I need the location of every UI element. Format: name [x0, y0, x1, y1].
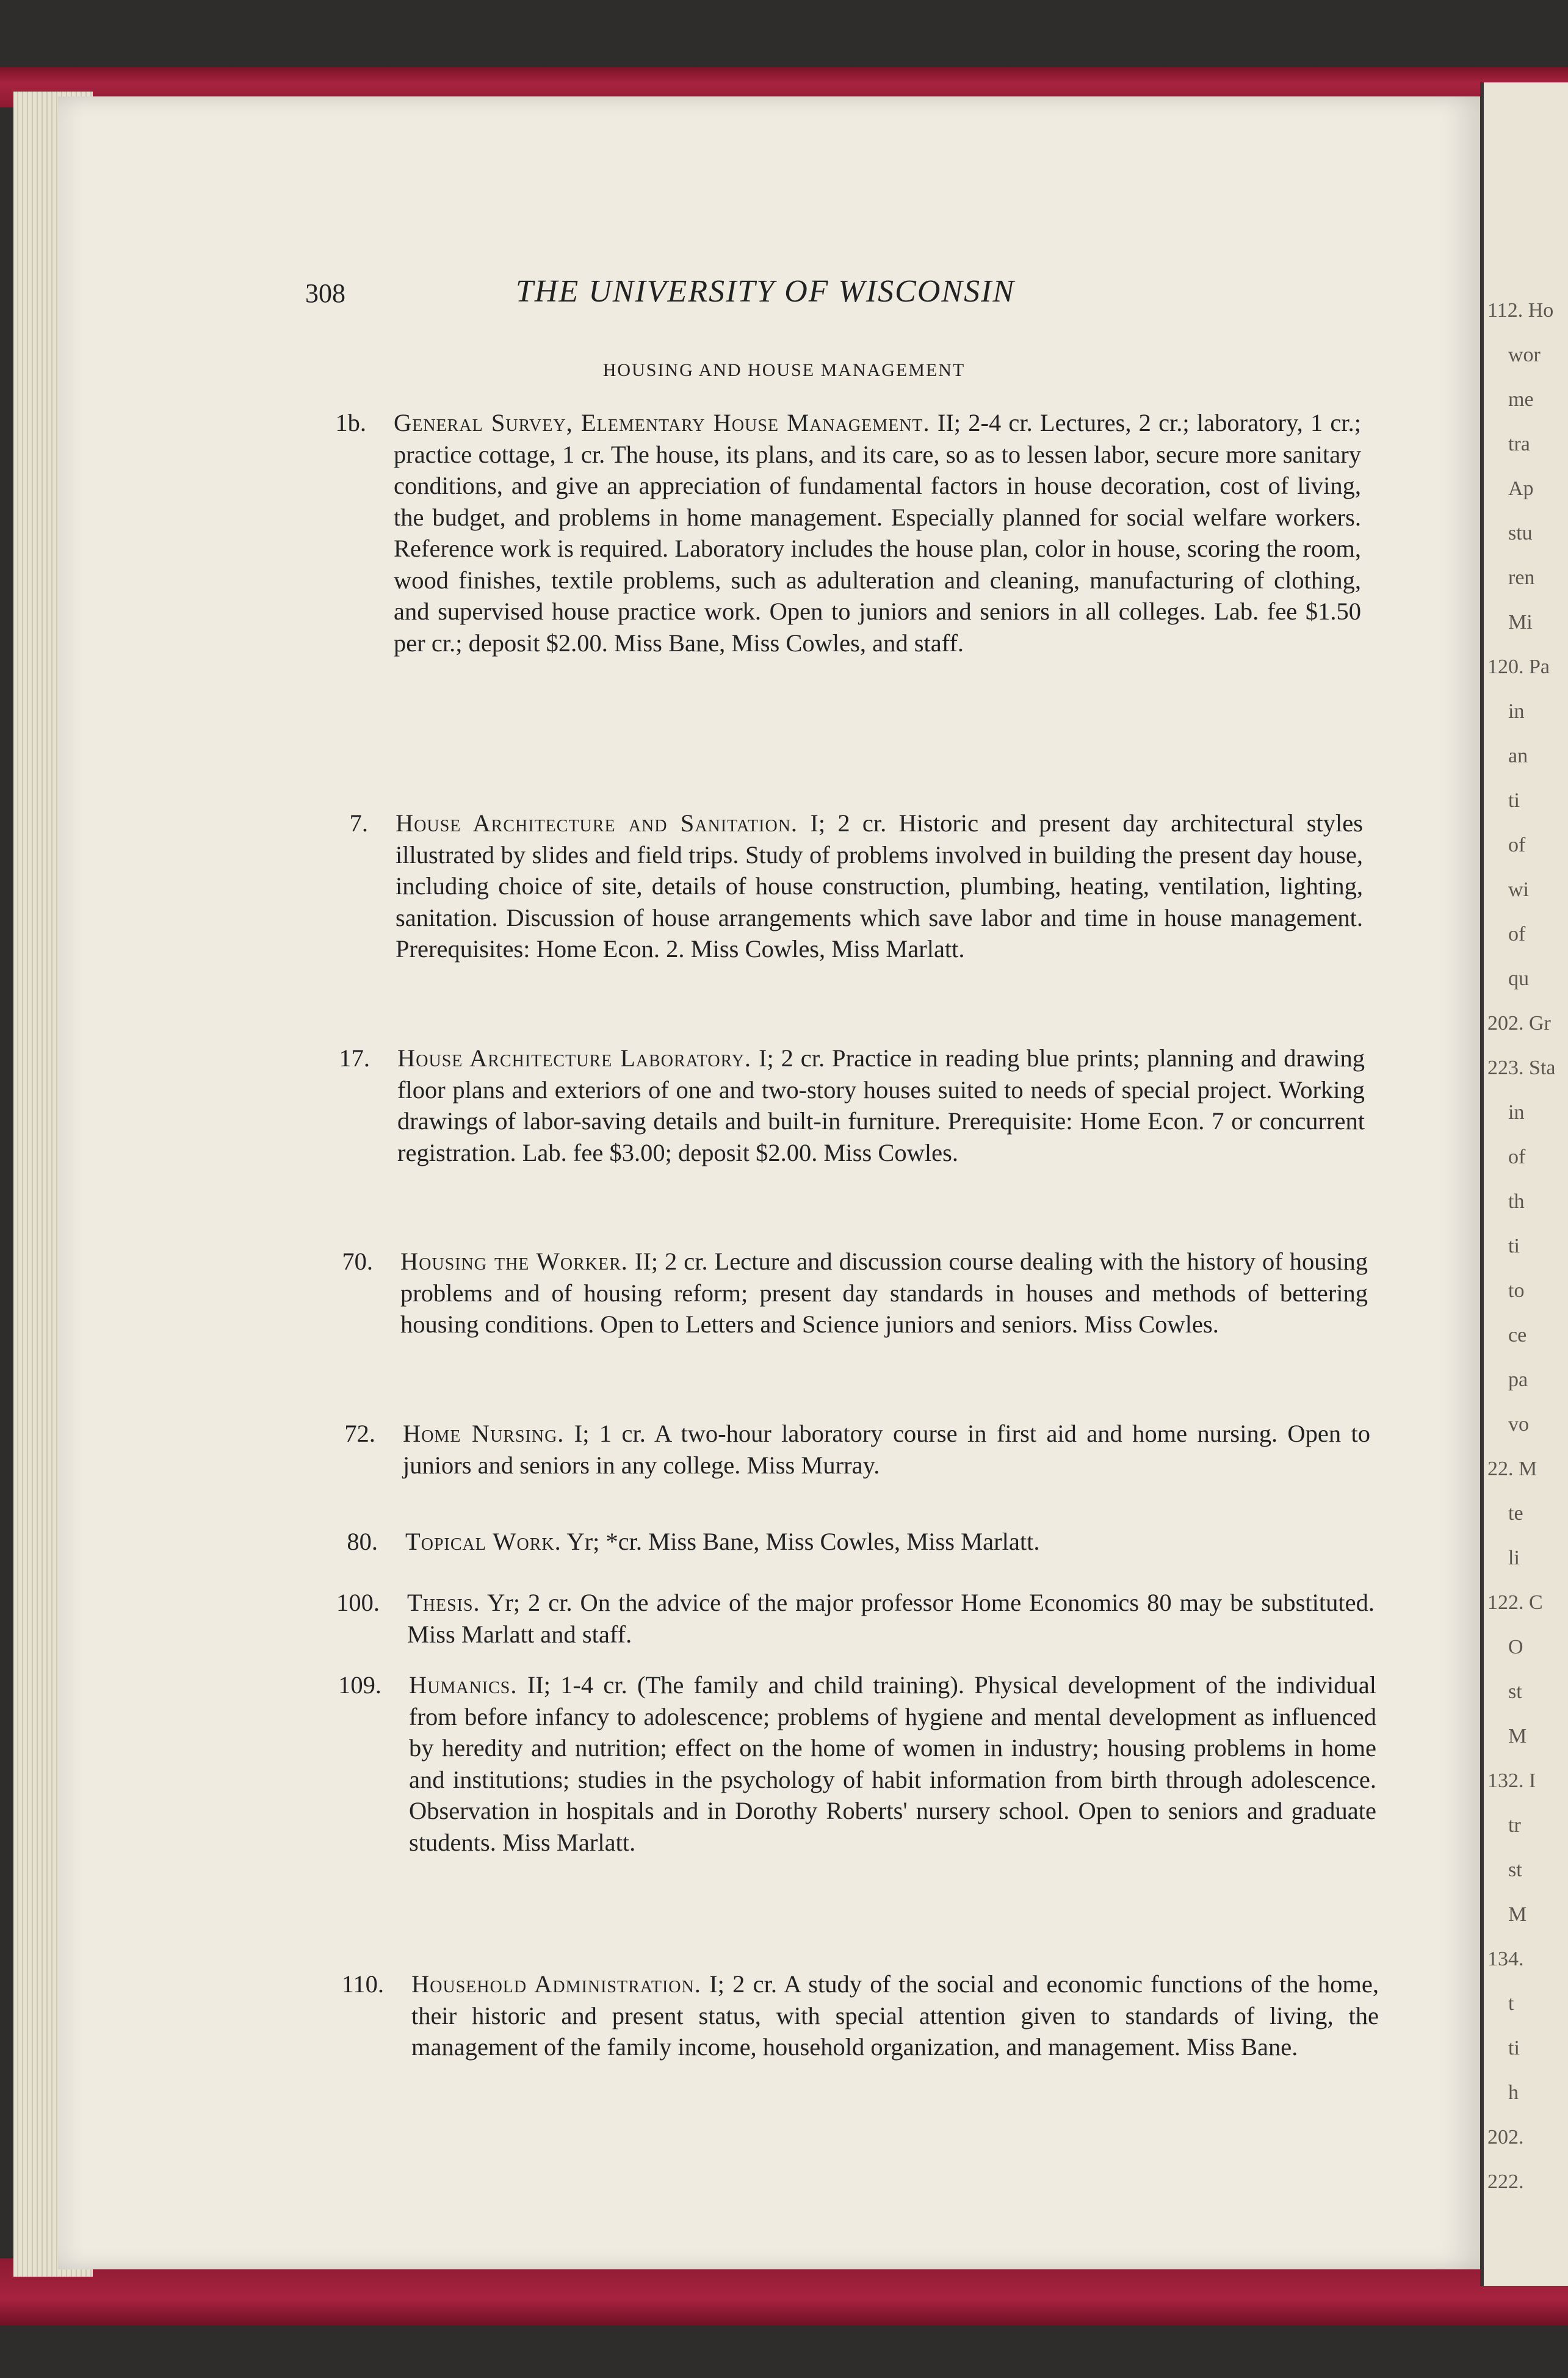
- course-number: 110.: [341, 1970, 384, 1998]
- course-entry: [338, 1669, 1376, 1858]
- facing-page-text-fragment: Mi: [1508, 611, 1533, 634]
- facing-page-text-fragment: M: [1508, 1903, 1527, 1926]
- course-entry: [341, 1968, 1379, 2063]
- course-number: 7.: [349, 809, 368, 837]
- course-title: House Architecture and Sanitation.: [396, 809, 798, 837]
- facing-page-text-fragment: ren: [1508, 566, 1535, 589]
- page-number: 308: [305, 278, 345, 308]
- course-title: Household Administration.: [411, 1970, 701, 1998]
- facing-page-text-fragment: 122. C: [1487, 1591, 1543, 1614]
- course-number: 72.: [344, 1420, 375, 1447]
- course-entry: [339, 1043, 1365, 1168]
- facing-page-text-fragment: ti: [1508, 789, 1520, 812]
- course-title: Topical Work.: [405, 1528, 562, 1555]
- facing-page-text-fragment: of: [1508, 1146, 1526, 1168]
- facing-page-text-fragment: st: [1508, 1859, 1522, 1881]
- course-entry: [335, 407, 1361, 659]
- facing-page-text-fragment: 132. I: [1487, 1769, 1536, 1792]
- course-description: Yr; 2 cr. On the advice of the major professor Home Economics 80 may be substituted. Miss Marlatt and staff.: [407, 1589, 1375, 1648]
- course-number: 80.: [347, 1528, 378, 1555]
- course-title: Home Nursing.: [403, 1420, 565, 1447]
- course-entry: [347, 1526, 1373, 1558]
- facing-page-text-fragment: tr: [1508, 1814, 1521, 1837]
- course-title: House Architecture Laboratory.: [397, 1044, 752, 1072]
- facing-page-text-fragment: qu: [1508, 967, 1529, 990]
- course-title: Humanics.: [409, 1671, 518, 1699]
- course-title: Thesis.: [407, 1589, 480, 1616]
- facing-page-text-fragment: 22. M: [1487, 1458, 1537, 1480]
- course-number: 109.: [338, 1671, 381, 1699]
- facing-page-text-fragment: ti: [1508, 2037, 1520, 2059]
- facing-page-text-fragment: stu: [1508, 522, 1533, 544]
- course-title: Housing the Worker.: [400, 1248, 628, 1275]
- course-entry: [336, 1587, 1375, 1650]
- course-description: II; 2-4 cr. Lectures, 2 cr.; laboratory, 1 cr.; practice cottage, 1 cr. The house, its plans, and its care, so as to lessen labor, secure more sanitary conditions, and give an appreciation of fundamental factors in house decoration, cost of living, the budget, and problems in home management. Especially planned for social welfare workers. Reference work is required. Laboratory includes the house plan, color in house, scoring the room, wood finishes, textile problems, such as adulteration and cleaning, manufacturing of clothing, and supervised house practice work. Open to juniors and seniors in all colleges. Lab. fee $1.50 per cr.; deposit $2.00. Miss Bane, Miss Cowles, and staff.: [394, 409, 1361, 657]
- facing-page-text-fragment: M: [1508, 1725, 1527, 1747]
- facing-page-text-fragment: te: [1508, 1502, 1523, 1525]
- course-entry: [344, 1418, 1371, 1481]
- facing-page-text-fragment: tra: [1508, 433, 1530, 455]
- facing-page-text-fragment: 202. Gr: [1487, 1012, 1551, 1035]
- facing-page-edge: [1480, 82, 1568, 2286]
- course-description: I; 2 cr. A study of the social and economic functions of the home, their historic and present status, with special attention given to standards of living, the management of the family income, household organization, and management. Miss Bane.: [411, 1970, 1379, 2061]
- course-number: 17.: [339, 1044, 370, 1072]
- course-description: I; 2 cr. Practice in reading blue prints; planning and drawing floor plans and exteriors of one and two-story houses suited to needs of special project. Working drawings of labor-saving details and built-in furniture. Prerequisite: Home Econ. 7 or concurrent registration. Lab. fee $3.00; deposit $2.00. Miss Cowles.: [397, 1044, 1365, 1166]
- facing-page-text-fragment: vo: [1508, 1413, 1529, 1436]
- course-description: I; 2 cr. Historic and present day architectural styles illustrated by slides and field trips. Study of problems involved in building the present day house, including choice of site, details of house construction, plumbing, heating, ventilation, lighting, sanitation. Discussion of house arrangements which save labor and time in house management. Prerequisites: Home Econ. 2. Miss Cowles, Miss Marlatt.: [396, 809, 1364, 963]
- facing-page-text-fragment: O: [1508, 1636, 1523, 1658]
- course-number: 1b.: [335, 409, 366, 436]
- facing-page-text-fragment: to: [1508, 1279, 1525, 1302]
- facing-page-text-fragment: t: [1508, 1992, 1514, 2015]
- facing-page-text-fragment: in: [1508, 700, 1525, 723]
- course-description: Yr; *cr. Miss Bane, Miss Cowles, Miss Marlatt.: [561, 1528, 1040, 1555]
- course-entry: [342, 1246, 1368, 1340]
- course-number: 70.: [342, 1248, 373, 1275]
- facing-page-text-fragment: 222.: [1487, 2170, 1524, 2193]
- course-title: General Survey, Elementary House Management.: [394, 409, 930, 436]
- facing-page-text-fragment: ce: [1508, 1324, 1527, 1346]
- facing-page-text-fragment: 134.: [1487, 1948, 1524, 1970]
- facing-page-text-fragment: pa: [1508, 1368, 1528, 1391]
- facing-page-text-fragment: of: [1508, 834, 1526, 856]
- course-description: II; 1-4 cr. (The family and child training). Physical development of the individual from before infancy to adolescence; problems of hygiene and mental development as influenced by heredity and nutrition; effect on the home of women in industry; housing problems in home and institutions; studies in the psychology of habit information from birth through adolescence. Observation in hospitals and in Dorothy Roberts' nursery school. Open to seniors and graduate students. Miss Marlatt.: [409, 1671, 1376, 1856]
- section-heading: HOUSING AND HOUSE MANAGEMENT: [602, 360, 966, 380]
- facing-page-text-fragment: Ap: [1508, 477, 1534, 500]
- facing-page-text-fragment: ti: [1508, 1235, 1520, 1257]
- course-number: 100.: [336, 1589, 380, 1616]
- running-title: THE UNIVERSITY OF WISCONSIN: [516, 274, 1016, 309]
- facing-page-text-fragment: an: [1508, 745, 1528, 767]
- course-entry: [349, 808, 1364, 965]
- facing-page-text-fragment: in: [1508, 1101, 1525, 1124]
- facing-page-text-fragment: li: [1508, 1547, 1520, 1569]
- facing-page-text-fragment: of: [1508, 923, 1526, 945]
- facing-page-text-fragment: 112. Ho: [1487, 299, 1554, 322]
- facing-page-text-fragment: 202.: [1487, 2126, 1524, 2149]
- facing-page-text-fragment: th: [1508, 1190, 1525, 1213]
- facing-page-text-fragment: st: [1508, 1680, 1522, 1703]
- facing-page-text-fragment: wor: [1508, 344, 1541, 366]
- facing-page-text-fragment: 223. Sta: [1487, 1057, 1556, 1079]
- course-description: I; 1 cr. A two-hour laboratory course in first aid and home nursing. Open to juniors and seniors in any college. Miss Murray.: [403, 1420, 1371, 1479]
- facing-page-text-fragment: wi: [1508, 878, 1529, 901]
- facing-page-text-fragment: h: [1508, 2081, 1519, 2104]
- facing-page-text-fragment: me: [1508, 388, 1534, 411]
- facing-page-text-fragment: 120. Pa: [1487, 656, 1550, 678]
- course-description: II; 2 cr. Lecture and discussion course dealing with the history of housing problems and of housing reform; present day standards in houses and methods of bettering housing conditions. Open to Letters and Science juniors and seniors. Miss Cowles.: [400, 1248, 1368, 1338]
